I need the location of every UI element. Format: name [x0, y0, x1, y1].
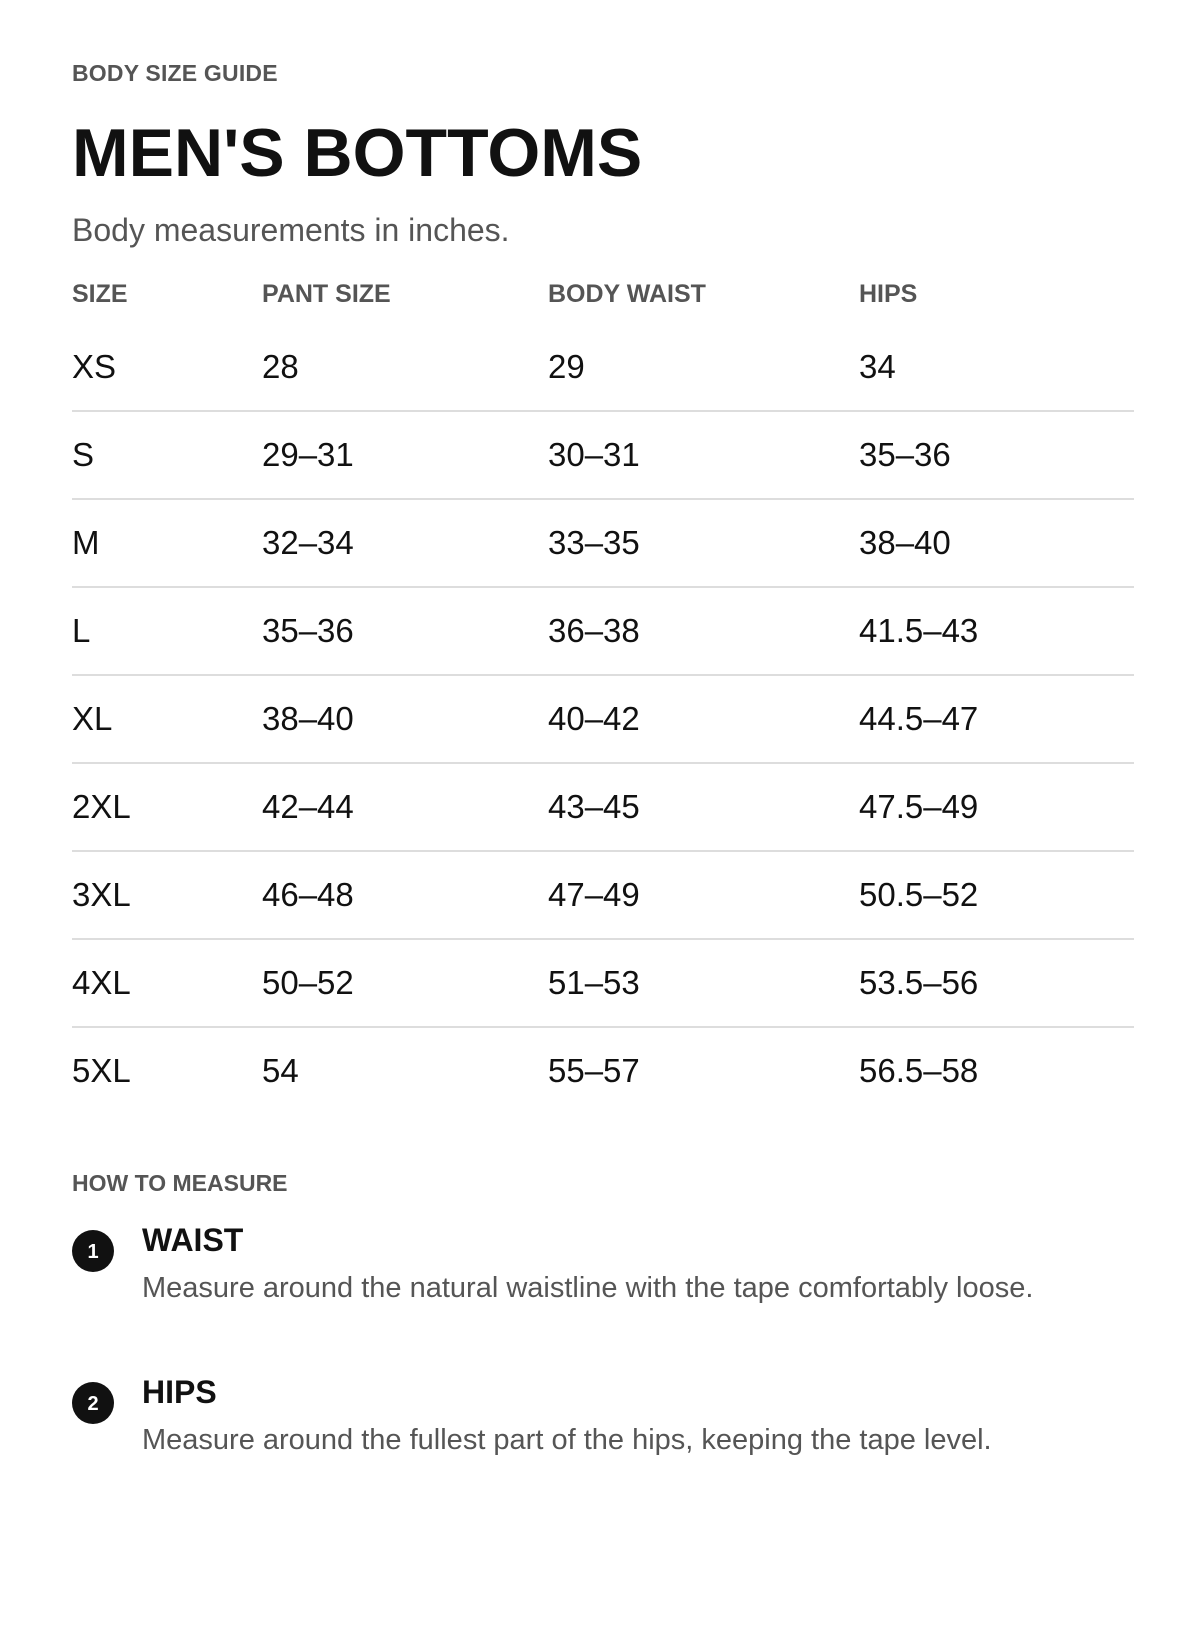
- how-to-measure-heading: HOW TO MEASURE: [72, 1170, 288, 1196]
- pant-size-cell: 29–31: [262, 411, 548, 499]
- hips-cell: 47.5–49: [859, 763, 1134, 851]
- body-waist-cell: 36–38: [548, 587, 859, 675]
- table-header-row: [72, 280, 1134, 324]
- pant-size-cell: 38–40: [262, 675, 548, 763]
- hips-cell: 38–40: [859, 499, 1134, 587]
- body-waist-cell: 33–35: [548, 499, 859, 587]
- hips-cell: 44.5–47: [859, 675, 1134, 763]
- pant-size-cell: 46–48: [262, 851, 548, 939]
- body-waist-cell: 40–42: [548, 675, 859, 763]
- pant-size-cell: 54: [262, 1052, 299, 1089]
- size-cell: L: [72, 587, 262, 675]
- body-waist-cell: 47–49: [548, 851, 859, 939]
- guide-eyebrow: BODY SIZE GUIDE: [72, 60, 278, 86]
- hips-cell: 35–36: [859, 411, 1134, 499]
- body-waist-cell: 51–53: [548, 939, 859, 1027]
- step-description: Measure around the fullest part of the hips, keeping the tape level.: [142, 1424, 992, 1456]
- table-row: [72, 1027, 1134, 1114]
- body-waist-cell: 43–45: [548, 763, 859, 851]
- table-row: [72, 851, 1134, 939]
- column-header-body-waist: BODY WAIST: [548, 280, 706, 308]
- table-row: [72, 939, 1134, 1027]
- step-number-badge: 1: [72, 1230, 114, 1272]
- body-waist-cell: 30–31: [548, 411, 859, 499]
- page-subtitle: Body measurements in inches.: [72, 212, 510, 248]
- hips-cell: 53.5–56: [859, 939, 1134, 1027]
- pant-size-cell: 32–34: [262, 499, 548, 587]
- table-row: [72, 324, 1134, 411]
- size-cell: 2XL: [72, 763, 262, 851]
- table-row: [72, 763, 1134, 851]
- step-title: WAIST: [142, 1222, 244, 1258]
- pant-size-cell: 28: [262, 324, 548, 411]
- step-description: Measure around the natural waistline with the tape comfortably loose.: [142, 1272, 1034, 1304]
- step-number-badge: 2: [72, 1382, 114, 1424]
- table-row: [72, 499, 1134, 587]
- size-cell: M: [72, 499, 262, 587]
- table-row: [72, 411, 1134, 499]
- size-cell: XL: [72, 675, 262, 763]
- size-cell: S: [72, 411, 262, 499]
- table-row: [72, 675, 1134, 763]
- size-cell: 4XL: [72, 939, 262, 1027]
- step-title: HIPS: [142, 1374, 217, 1410]
- size-table: [72, 280, 1134, 1114]
- column-header-hips: HIPS: [859, 280, 918, 308]
- body-waist-cell: 55–57: [548, 1052, 640, 1089]
- size-cell: 3XL: [72, 851, 262, 939]
- pant-size-cell: 50–52: [262, 939, 548, 1027]
- pant-size-cell: 42–44: [262, 763, 548, 851]
- table-row: [72, 587, 1134, 675]
- hips-cell: 56.5–58: [859, 1052, 979, 1089]
- hips-cell: 34: [859, 324, 1134, 411]
- page-title: MEN'S BOTTOMS: [72, 115, 643, 191]
- body-waist-cell: 29: [548, 324, 859, 411]
- column-header-pant-size: PANT SIZE: [262, 280, 391, 308]
- size-cell: 5XL: [72, 1052, 131, 1089]
- pant-size-cell: 35–36: [262, 587, 548, 675]
- hips-cell: 41.5–43: [859, 587, 1134, 675]
- hips-cell: 50.5–52: [859, 851, 1134, 939]
- size-cell: XS: [72, 324, 262, 411]
- column-header-size: SIZE: [72, 280, 128, 308]
